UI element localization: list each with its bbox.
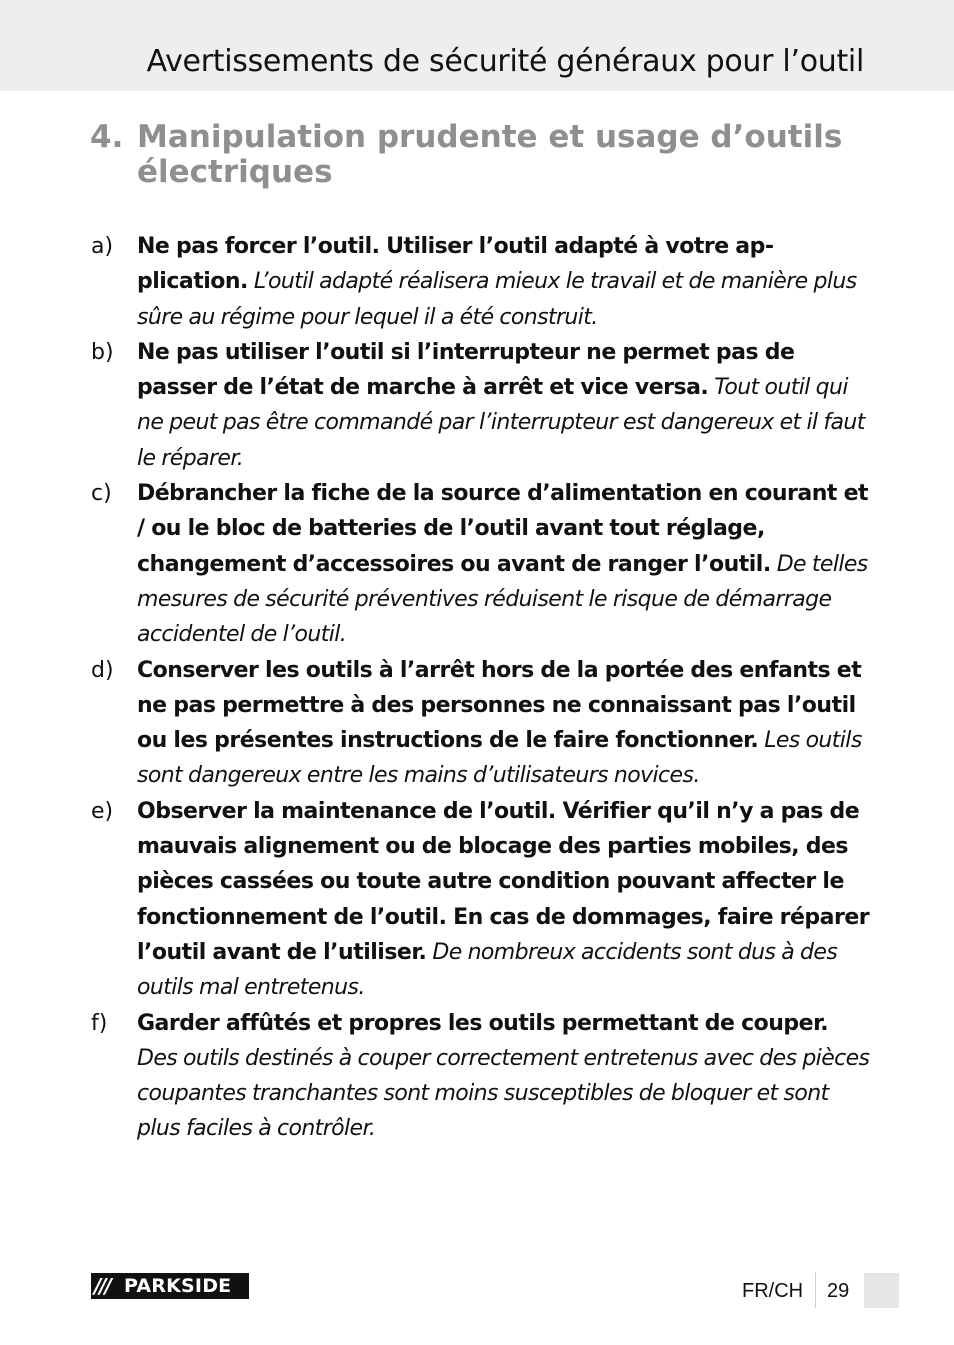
item-italic-text: Tout outil qui ne peut pas être commandé par l’interrupteur est dangereux et il faut le réparer. bbox=[137, 375, 865, 471]
list-item-d bbox=[91, 653, 871, 794]
item-text bbox=[137, 794, 871, 1006]
list-item-c bbox=[91, 476, 871, 652]
item-text bbox=[137, 335, 871, 476]
item-marker: e) bbox=[91, 798, 114, 824]
item-bold-text: Ne pas utiliser l’outil si l’interrupteur ne permet pas de passer de l’état de marche à arrêt et vice versa. bbox=[137, 339, 795, 401]
item-marker: c) bbox=[91, 481, 112, 507]
instruction-list bbox=[91, 229, 871, 1147]
section-number: 4. bbox=[90, 119, 124, 155]
item-italic-text: L’outil adapté réalisera mieux le travail et de manière plus sûre au régime pour lequel il a été construit. bbox=[137, 269, 857, 330]
footer-tab-box bbox=[864, 1273, 899, 1308]
list-item-a bbox=[91, 229, 871, 335]
section-title: Manipulation prudente et usage d’outils électriques bbox=[137, 119, 843, 190]
parkside-logo bbox=[91, 1273, 249, 1299]
item-bold-text: Conserver les outils à l’arrêt hors de la portée des enfants et ne pas permettre à des personnes ne connaissant pas l’outil ou les présentes instructions de le faire fonctionner. bbox=[137, 657, 862, 754]
footer-divider bbox=[815, 1272, 816, 1308]
item-marker: d) bbox=[91, 657, 114, 683]
list-item-b bbox=[91, 335, 871, 476]
language-code: FR/CH bbox=[742, 1280, 804, 1302]
item-bold-text: Observer la maintenance de l’outil. Vérifier qu’il n’y a pas de mauvais alignement ou de blocage des parties mobiles, des pièces cassées ou toute autre condition pouvant affecter le fonctionnement de l’outil. En cas de dommages, faire réparer l’outil avant de l’utiliser. bbox=[137, 798, 870, 965]
page-number: 29 bbox=[827, 1280, 850, 1302]
item-marker: a) bbox=[91, 234, 114, 259]
item-text bbox=[137, 476, 871, 652]
section-heading bbox=[90, 120, 870, 190]
item-italic-text: Les outils sont dangereux entre les mains d’utilisateurs novices. bbox=[137, 728, 862, 789]
item-bold-text: Garder affûtés et propres les outils permettant de couper. bbox=[137, 1010, 829, 1036]
item-text bbox=[137, 653, 871, 794]
item-text bbox=[137, 1006, 871, 1147]
item-text bbox=[137, 229, 871, 335]
item-bold-text: Débrancher la fiche de la source d’alimentation en courant et / ou le bloc de batteries de l’outil avant tout réglage, changement d’accessoires ou avant de ranger l’outil. bbox=[137, 481, 869, 577]
item-bold-text: Ne pas forcer l’outil. Utiliser l’outil adapté à votre application. bbox=[137, 234, 775, 295]
logo-text: PARKSIDE bbox=[124, 1275, 232, 1297]
header-band bbox=[0, 0, 954, 91]
page-header-title: Avertissements de sécurité généraux pour l’outil bbox=[146, 44, 864, 79]
item-italic-text: De telles mesures de sécurité préventives réduisent le risque de démarrage accidentel de l’outil. bbox=[137, 551, 868, 648]
item-marker: f) bbox=[91, 1010, 108, 1036]
item-marker: b) bbox=[91, 339, 114, 365]
list-item-e bbox=[91, 794, 871, 1006]
item-italic-text: De nombreux accidents sont dus à des outils mal entretenus. bbox=[137, 939, 838, 1001]
list-item-f bbox=[91, 1006, 871, 1147]
logo-slashes: /// bbox=[94, 1274, 110, 1298]
item-italic-text: Des outils destinés à couper correctement entretenus avec des pièces coupantes tranchantes sont moins susceptibles de bloquer et sont plus faciles à contrôler. bbox=[137, 1045, 870, 1142]
